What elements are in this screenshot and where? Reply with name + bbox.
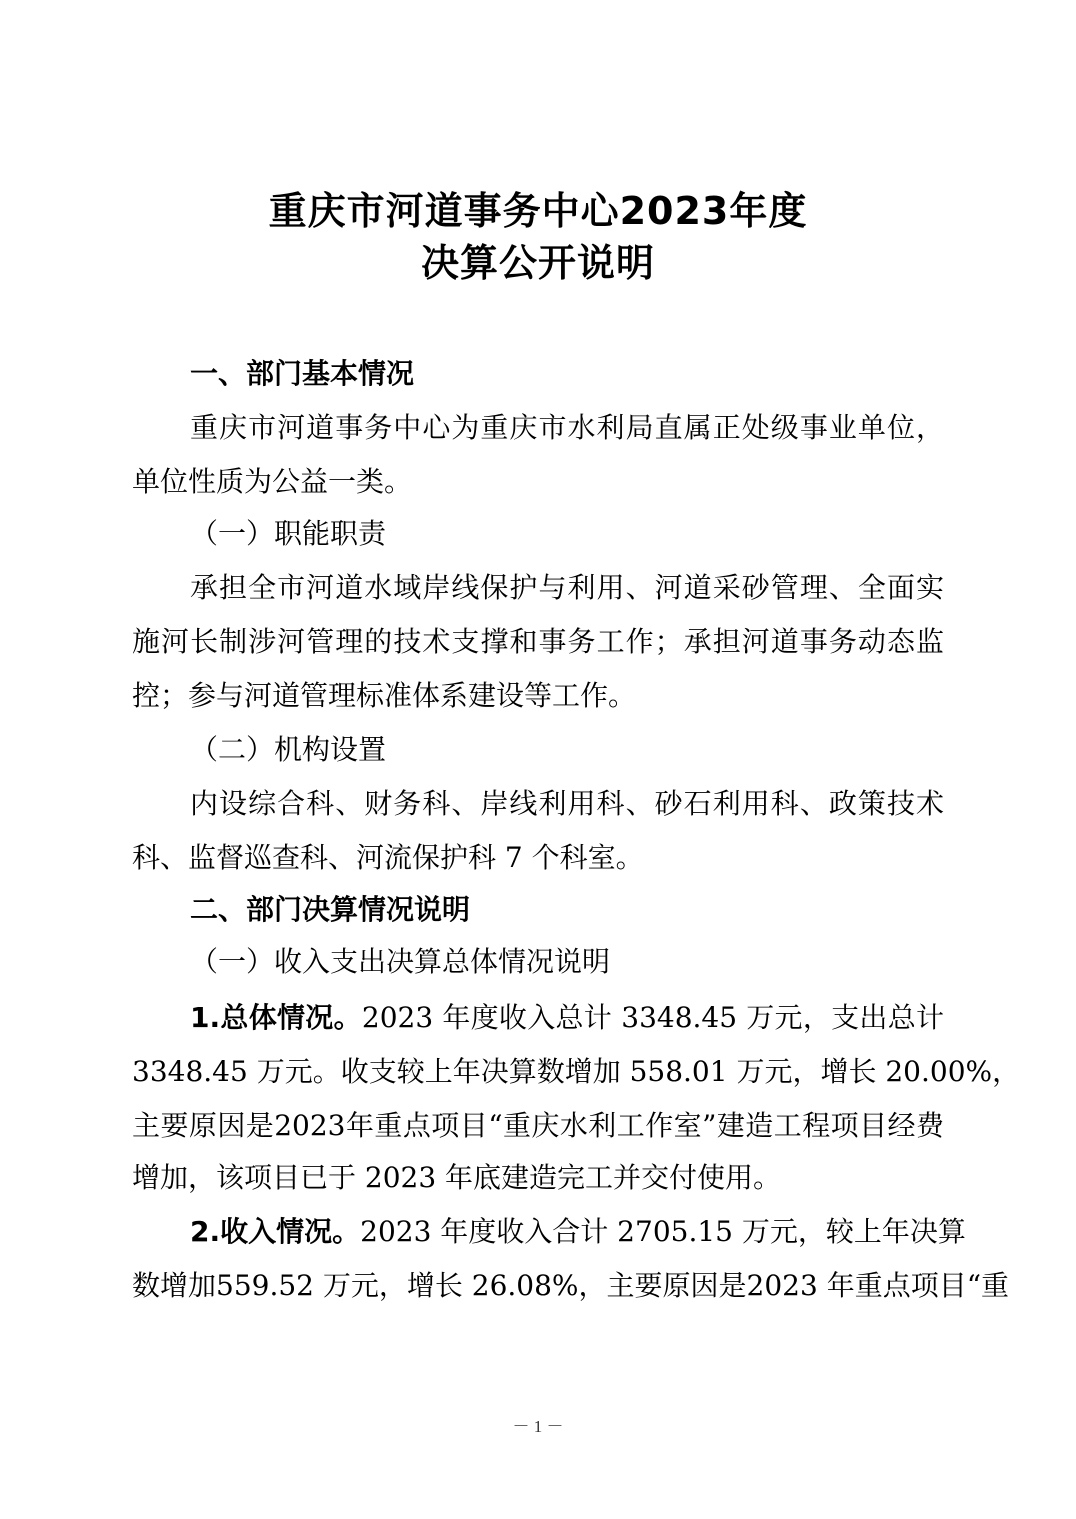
organization-line-2: 科、监督巡查科、河流保护科 7 个科室。 (132, 841, 644, 874)
functions-line-3: 控；参与河道管理标准体系建设等工作。 (132, 679, 637, 712)
subsection-organization-heading: （二）机构设置 (190, 733, 387, 766)
income-paragraph-lead: 2.收入情况。 (190, 1215, 361, 1248)
overall-paragraph-line-1-text: 2023 年度收入总计 3348.45 万元，支出总计 (361, 1001, 944, 1034)
section-2-heading: 二、部门决算情况说明 (190, 893, 471, 926)
overall-paragraph-line-1 (190, 1001, 944, 1034)
income-paragraph-line-1-text: 2023 年度收入合计 2705.15 万元，较上年决算 (360, 1215, 966, 1248)
section-1-intro-line-2: 单位性质为公益一类。 (132, 465, 413, 498)
overall-paragraph-line-2: 3348.45 万元。收支较上年决算数增加 558.01 万元，增长 20.00%， (132, 1055, 1021, 1088)
document-title-line-1: 重庆市河道事务中心2023年度 (268, 189, 808, 233)
functions-line-2: 施河长制涉河管理的技术支撑和事务工作；承担河道事务动态监 (132, 625, 944, 658)
functions-line-1: 承担全市河道水域岸线保护与利用、河道采砂管理、全面实 (190, 571, 944, 604)
income-paragraph-line-2: 数增加559.52 万元，增长 26.08%，主要原因是2023 年重点项目“重 (132, 1269, 1010, 1302)
subsection-overall-heading: （一）收入支出决算总体情况说明 (190, 945, 611, 978)
overall-paragraph-line-4: 增加，该项目已于 2023 年底建造完工并交付使用。 (132, 1161, 782, 1194)
section-1-heading: 一、部门基本情况 (190, 357, 415, 390)
organization-line-1: 内设综合科、财务科、岸线利用科、砂石利用科、政策技术 (190, 787, 944, 820)
income-paragraph-line-1 (190, 1215, 966, 1248)
section-1-intro-line-1: 重庆市河道事务中心为重庆市水利局直属正处级事业单位， (190, 411, 944, 444)
overall-paragraph-lead: 1.总体情况。 (190, 1001, 362, 1034)
subsection-functions-heading: （一）职能职责 (190, 517, 387, 550)
document-title-line-2: 决算公开说明 (420, 241, 655, 285)
page-number: － 1 － (512, 1417, 564, 1436)
overall-paragraph-line-3: 主要原因是2023年重点项目“重庆水利工作室”建造工程项目经费 (132, 1109, 944, 1142)
